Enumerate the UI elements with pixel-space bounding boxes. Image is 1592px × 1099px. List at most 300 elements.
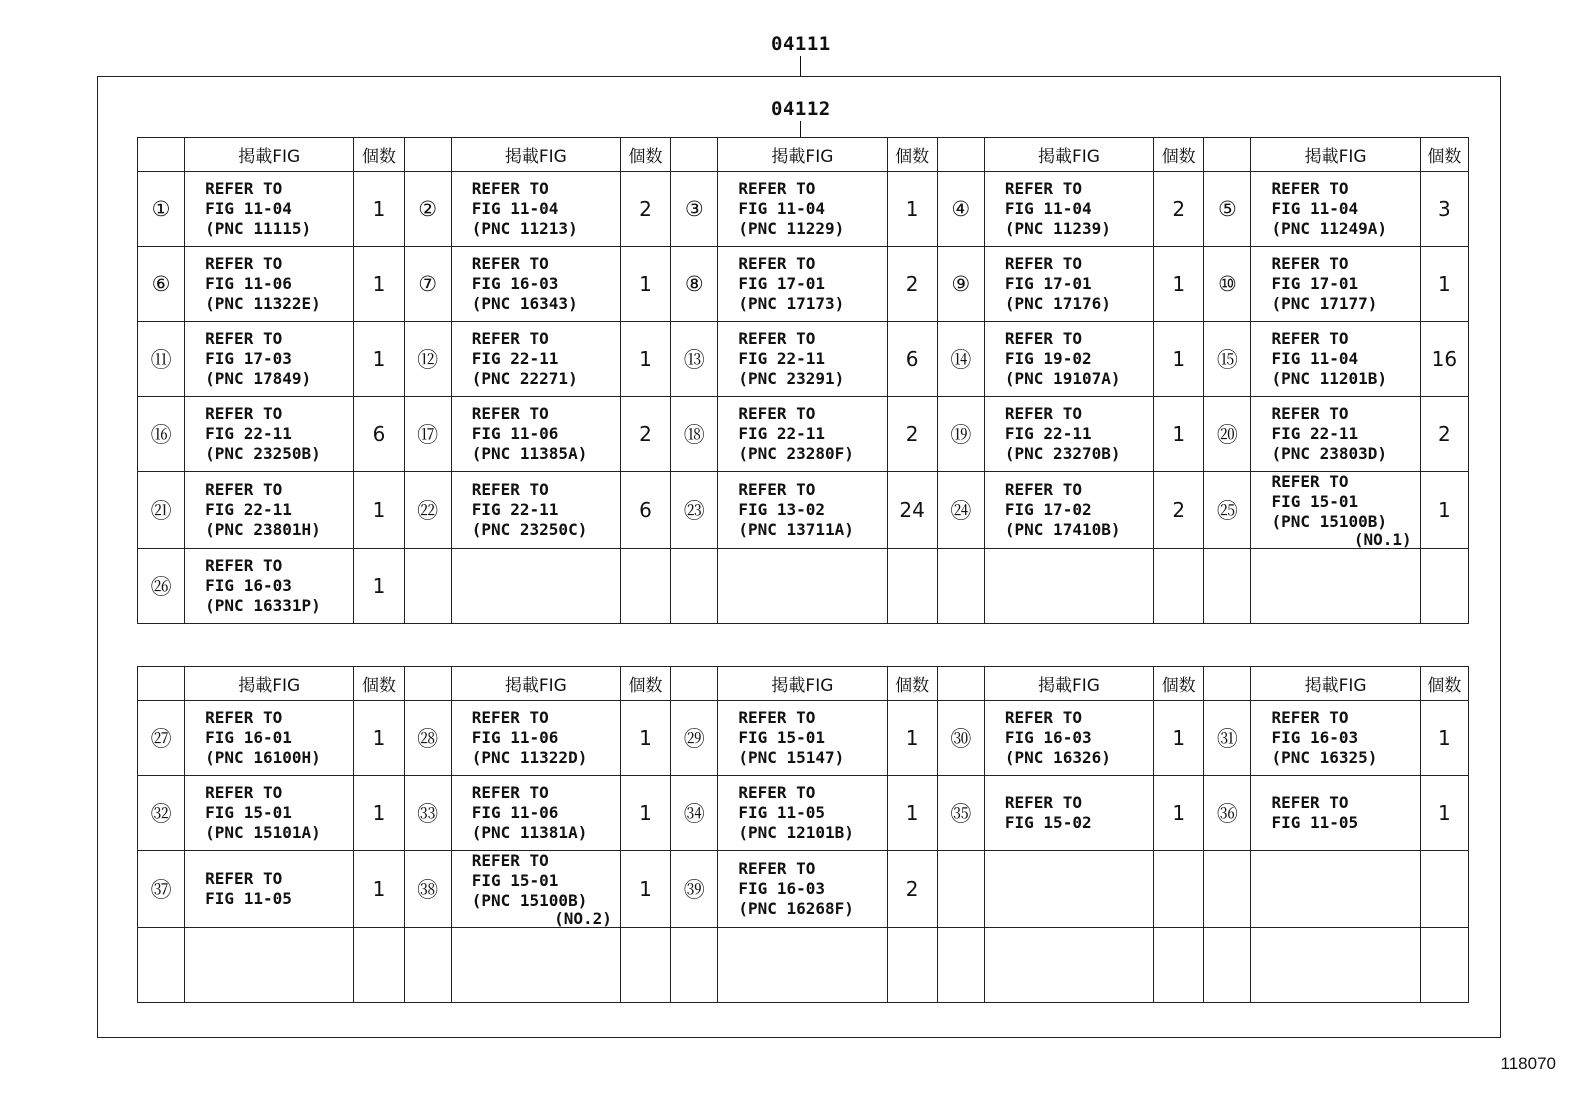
empty-cell — [1251, 549, 1420, 624]
reference-line3: (PNC 16326) — [1004, 748, 1111, 767]
reference-note: (NO.2) — [554, 909, 612, 928]
header-fig: 掲載FIG — [1251, 138, 1420, 172]
reference-line2: FIG 11-04 — [1004, 199, 1092, 218]
reference-cell — [1251, 397, 1420, 472]
assembly-label-outer: 04111 — [771, 33, 831, 55]
reference-line2: FIG 11-05 — [738, 803, 826, 822]
item-number: ㉘ — [404, 701, 451, 776]
reference-line3: (PNC 11239) — [1004, 219, 1111, 238]
reference-line1: REFER TO — [1004, 329, 1082, 348]
reference-line1: REFER TO — [1271, 254, 1349, 273]
header-qty: 個数 — [1420, 138, 1468, 172]
leader-line-inner — [800, 121, 801, 137]
reference-line3: (PNC 11201B) — [1271, 369, 1388, 388]
reference-line1: REFER TO — [738, 783, 816, 802]
header-qty: 個数 — [1154, 667, 1204, 701]
reference-line2: FIG 22-11 — [471, 349, 559, 368]
item-number: ⑮ — [1204, 322, 1251, 397]
reference-line3: (PNC 11249A) — [1271, 219, 1388, 238]
header-number-blank — [937, 667, 984, 701]
reference-line3: (PNC 17410B) — [1004, 520, 1121, 539]
reference-line2: FIG 15-02 — [1004, 813, 1092, 832]
reference-line1: REFER TO — [1271, 404, 1349, 423]
reference-line1: REFER TO — [205, 179, 283, 198]
empty-cell — [937, 928, 984, 1003]
header-fig: 掲載FIG — [185, 667, 354, 701]
reference-line3: (PNC 13711A) — [738, 520, 854, 539]
reference-line3: (PNC 11381A) — [471, 823, 588, 842]
quantity-cell: 3 — [1420, 172, 1468, 247]
figure-code: 118070 — [1500, 1054, 1556, 1073]
header-qty: 個数 — [354, 138, 404, 172]
reference-line2: FIG 13-02 — [738, 500, 826, 519]
quantity-cell: 1 — [1420, 472, 1468, 549]
item-number: ⑦ — [404, 247, 451, 322]
reference-cell — [718, 472, 887, 549]
item-number: ③ — [671, 172, 718, 247]
item-number: ⑰ — [404, 397, 451, 472]
reference-table-2 — [137, 666, 1469, 1003]
reference-line1: REFER TO — [1004, 480, 1082, 499]
item-number: ⑲ — [937, 397, 984, 472]
item-number: ㉔ — [937, 472, 984, 549]
header-fig: 掲載FIG — [1251, 667, 1420, 701]
reference-line1: REFER TO — [738, 708, 816, 727]
item-number: ⑫ — [404, 322, 451, 397]
empty-cell — [1204, 549, 1251, 624]
table-row — [138, 322, 1469, 397]
leader-line-outer — [800, 56, 801, 76]
quantity-cell: 1 — [354, 776, 404, 851]
quantity-cell: 1 — [354, 549, 404, 624]
reference-line3: (PNC 11322D) — [471, 748, 588, 767]
quantity-cell: 2 — [887, 247, 937, 322]
reference-cell — [718, 247, 887, 322]
reference-cell — [185, 549, 354, 624]
reference-cell — [718, 322, 887, 397]
reference-line3: (PNC 16268F) — [738, 899, 854, 918]
reference-line2: FIG 15-01 — [471, 871, 559, 890]
reference-line2: FIG 11-04 — [205, 199, 292, 218]
reference-cell — [984, 322, 1153, 397]
item-number: ⑩ — [1204, 247, 1251, 322]
empty-cell — [404, 549, 451, 624]
item-number: ㉟ — [937, 776, 984, 851]
reference-line1: REFER TO — [738, 859, 816, 878]
reference-line1: REFER TO — [1271, 708, 1349, 727]
reference-line3: (PNC 19107A) — [1004, 369, 1121, 388]
reference-table-1 — [137, 137, 1469, 624]
quantity-cell: 1 — [354, 247, 404, 322]
reference-line1: REFER TO — [471, 783, 549, 802]
empty-cell — [1420, 549, 1468, 624]
reference-line3: (PNC 17849) — [205, 369, 312, 388]
reference-line2: FIG 15-01 — [1271, 492, 1359, 511]
reference-cell — [984, 172, 1153, 247]
empty-cell — [1154, 928, 1204, 1003]
empty-cell — [1154, 851, 1204, 928]
empty-cell — [1420, 928, 1468, 1003]
item-number: ② — [404, 172, 451, 247]
reference-line3: (PNC 17176) — [1004, 294, 1111, 313]
item-number: ㉒ — [404, 472, 451, 549]
reference-line1: REFER TO — [738, 404, 816, 423]
quantity-cell: 2 — [620, 397, 670, 472]
reference-line3: (PNC 17173) — [738, 294, 845, 313]
table-row — [138, 928, 1469, 1003]
reference-line3: (PNC 16331P) — [205, 596, 321, 615]
empty-cell — [620, 549, 670, 624]
reference-line1: REFER TO — [1271, 329, 1349, 348]
reference-line1: REFER TO — [1271, 179, 1349, 198]
reference-cell — [185, 472, 354, 549]
empty-cell — [620, 928, 670, 1003]
quantity-cell: 1 — [887, 172, 937, 247]
quantity-cell: 2 — [1154, 472, 1204, 549]
reference-line2: FIG 17-01 — [1271, 274, 1359, 293]
reference-line3: (PNC 23801H) — [205, 520, 321, 539]
reference-line2: FIG 19-02 — [1004, 349, 1092, 368]
header-fig: 掲載FIG — [718, 667, 887, 701]
quantity-cell: 1 — [620, 322, 670, 397]
reference-cell — [984, 472, 1153, 549]
table-row — [138, 549, 1469, 624]
reference-line2: FIG 22-11 — [205, 500, 292, 519]
reference-line1: REFER TO — [1271, 472, 1349, 491]
header-qty: 個数 — [887, 667, 937, 701]
reference-cell — [185, 701, 354, 776]
reference-cell — [718, 701, 887, 776]
item-number: ㉓ — [671, 472, 718, 549]
empty-cell — [887, 928, 937, 1003]
reference-line2: FIG 11-05 — [205, 889, 292, 908]
header-number-blank — [671, 138, 718, 172]
empty-cell — [937, 549, 984, 624]
reference-line2: FIG 22-11 — [1004, 424, 1092, 443]
item-number: ㉙ — [671, 701, 718, 776]
reference-line1: REFER TO — [471, 254, 549, 273]
reference-cell — [185, 397, 354, 472]
reference-line1: REFER TO — [738, 329, 816, 348]
empty-cell — [451, 928, 620, 1003]
reference-line1: REFER TO — [205, 708, 283, 727]
reference-cell — [984, 701, 1153, 776]
reference-line3: (PNC 12101B) — [738, 823, 854, 842]
quantity-cell: 6 — [354, 397, 404, 472]
item-number: ⑧ — [671, 247, 718, 322]
reference-line2: FIG 15-01 — [738, 728, 826, 747]
item-number: ① — [138, 172, 185, 247]
quantity-cell: 1 — [354, 701, 404, 776]
reference-line1: REFER TO — [1004, 708, 1082, 727]
reference-cell — [451, 472, 620, 549]
item-number: ㉖ — [138, 549, 185, 624]
quantity-cell: 1 — [1420, 247, 1468, 322]
reference-line2: FIG 17-03 — [205, 349, 292, 368]
item-number: ⑤ — [1204, 172, 1251, 247]
table-row — [138, 472, 1469, 549]
item-number: ⑪ — [138, 322, 185, 397]
empty-cell — [671, 549, 718, 624]
reference-line3: (PNC 22271) — [471, 369, 578, 388]
reference-cell — [185, 851, 354, 928]
reference-cell — [984, 247, 1153, 322]
quantity-cell: 6 — [620, 472, 670, 549]
item-number: ⑥ — [138, 247, 185, 322]
reference-line2: FIG 17-01 — [738, 274, 826, 293]
reference-line2: FIG 22-11 — [1271, 424, 1359, 443]
empty-cell — [1204, 928, 1251, 1003]
item-number: ⑯ — [138, 397, 185, 472]
quantity-cell: 1 — [1154, 397, 1204, 472]
reference-line3: (PNC 15100B) — [471, 891, 588, 910]
empty-cell — [1204, 851, 1251, 928]
reference-cell — [451, 776, 620, 851]
empty-cell — [1251, 928, 1420, 1003]
item-number: ㊴ — [671, 851, 718, 928]
reference-line3: (PNC 23280F) — [738, 444, 854, 463]
reference-line1: REFER TO — [205, 404, 283, 423]
reference-line3: (PNC 15101A) — [205, 823, 321, 842]
reference-line2: FIG 16-01 — [205, 728, 292, 747]
item-number: ⑭ — [937, 322, 984, 397]
reference-cell — [451, 851, 620, 928]
reference-line1: REFER TO — [738, 179, 816, 198]
reference-line2: FIG 22-11 — [738, 349, 826, 368]
reference-line2: FIG 22-11 — [738, 424, 826, 443]
reference-line3: (PNC 11385A) — [471, 444, 588, 463]
quantity-cell: 2 — [887, 397, 937, 472]
reference-cell — [185, 776, 354, 851]
quantity-cell: 2 — [887, 851, 937, 928]
reference-cell — [1251, 172, 1420, 247]
reference-line3: (PNC 23250B) — [205, 444, 321, 463]
reference-cell — [718, 397, 887, 472]
header-number-blank — [937, 138, 984, 172]
item-number: ㉚ — [937, 701, 984, 776]
header-fig: 掲載FIG — [984, 667, 1153, 701]
item-number: ㊱ — [1204, 776, 1251, 851]
empty-cell — [937, 851, 984, 928]
header-number-blank — [404, 138, 451, 172]
quantity-cell: 24 — [887, 472, 937, 549]
assembly-label-inner: 04112 — [771, 98, 831, 120]
reference-line1: REFER TO — [1004, 793, 1082, 812]
item-number: ㉛ — [1204, 701, 1251, 776]
reference-cell — [1251, 322, 1420, 397]
reference-line1: REFER TO — [471, 708, 549, 727]
reference-line1: REFER TO — [471, 179, 549, 198]
header-qty: 個数 — [1154, 138, 1204, 172]
reference-line3: (PNC 11115) — [205, 219, 312, 238]
quantity-cell: 1 — [354, 851, 404, 928]
empty-cell — [404, 928, 451, 1003]
item-number: ⑬ — [671, 322, 718, 397]
reference-line1: REFER TO — [205, 254, 283, 273]
reference-cell — [718, 172, 887, 247]
quantity-cell: 1 — [354, 472, 404, 549]
quantity-cell: 1 — [620, 776, 670, 851]
header-fig: 掲載FIG — [185, 138, 354, 172]
reference-line2: FIG 11-06 — [471, 803, 559, 822]
item-number: ㉞ — [671, 776, 718, 851]
table-row — [138, 172, 1469, 247]
header-number-blank — [671, 667, 718, 701]
header-qty: 個数 — [354, 667, 404, 701]
item-number: ㉝ — [404, 776, 451, 851]
item-number: ㊳ — [404, 851, 451, 928]
empty-cell — [185, 928, 354, 1003]
table-row — [138, 776, 1469, 851]
reference-line3: (PNC 23270B) — [1004, 444, 1121, 463]
reference-cell — [984, 776, 1153, 851]
reference-line1: REFER TO — [205, 783, 283, 802]
header-qty: 個数 — [620, 138, 670, 172]
header-number-blank — [138, 138, 185, 172]
empty-cell — [671, 928, 718, 1003]
reference-line2: FIG 11-04 — [1271, 349, 1359, 368]
header-number-blank — [1204, 667, 1251, 701]
quantity-cell: 1 — [354, 322, 404, 397]
empty-cell — [354, 928, 404, 1003]
header-qty: 個数 — [620, 667, 670, 701]
quantity-cell: 1 — [887, 776, 937, 851]
table-row — [138, 397, 1469, 472]
empty-cell — [1154, 549, 1204, 624]
reference-line1: REFER TO — [471, 329, 549, 348]
reference-line3: (PNC 23291) — [738, 369, 845, 388]
item-number: ㉗ — [138, 701, 185, 776]
reference-line2: FIG 11-04 — [738, 199, 826, 218]
reference-cell — [451, 247, 620, 322]
reference-note: (NO.1) — [1353, 530, 1412, 549]
reference-line2: FIG 22-11 — [471, 500, 559, 519]
reference-cell — [451, 322, 620, 397]
empty-cell — [138, 928, 185, 1003]
reference-line2: FIG 16-03 — [471, 274, 559, 293]
reference-line3: (PNC 11229) — [738, 219, 845, 238]
reference-line3: (PNC 15100B) — [1271, 512, 1388, 531]
quantity-cell: 6 — [887, 322, 937, 397]
reference-line3: (PNC 11322E) — [205, 294, 321, 313]
table-header-row — [138, 138, 1469, 172]
reference-line3: (PNC 16100H) — [205, 748, 321, 767]
quantity-cell: 16 — [1420, 322, 1468, 397]
reference-line2: FIG 11-06 — [471, 424, 559, 443]
header-fig: 掲載FIG — [451, 667, 620, 701]
empty-cell — [1251, 851, 1420, 928]
table-header-row — [138, 667, 1469, 701]
quantity-cell: 2 — [620, 172, 670, 247]
quantity-cell: 1 — [620, 851, 670, 928]
quantity-cell: 1 — [887, 701, 937, 776]
reference-cell — [1251, 701, 1420, 776]
header-qty: 個数 — [887, 138, 937, 172]
reference-cell — [185, 322, 354, 397]
empty-cell — [1420, 851, 1468, 928]
empty-cell — [451, 549, 620, 624]
header-number-blank — [404, 667, 451, 701]
item-number: ④ — [937, 172, 984, 247]
quantity-cell: 1 — [1420, 776, 1468, 851]
reference-line2: FIG 16-03 — [205, 576, 292, 595]
reference-line3: (PNC 17177) — [1271, 294, 1378, 313]
reference-line2: FIG 11-06 — [205, 274, 292, 293]
reference-line1: REFER TO — [205, 480, 283, 499]
reference-line1: REFER TO — [471, 404, 549, 423]
quantity-cell: 2 — [1420, 397, 1468, 472]
header-fig: 掲載FIG — [984, 138, 1153, 172]
item-number: ㊲ — [138, 851, 185, 928]
reference-cell — [451, 397, 620, 472]
reference-cell — [451, 701, 620, 776]
table-row — [138, 851, 1469, 928]
reference-cell — [718, 851, 887, 928]
reference-line1: REFER TO — [1004, 404, 1082, 423]
empty-cell — [984, 549, 1153, 624]
item-number: ㉜ — [138, 776, 185, 851]
reference-line1: REFER TO — [738, 254, 816, 273]
quantity-cell: 1 — [620, 701, 670, 776]
reference-line3: (PNC 23803D) — [1271, 444, 1388, 463]
empty-cell — [718, 549, 887, 624]
reference-line1: REFER TO — [1271, 793, 1349, 812]
table-row — [138, 247, 1469, 322]
header-fig: 掲載FIG — [451, 138, 620, 172]
header-fig: 掲載FIG — [718, 138, 887, 172]
header-number-blank — [1204, 138, 1251, 172]
empty-cell — [984, 928, 1153, 1003]
reference-line2: FIG 11-04 — [471, 199, 559, 218]
reference-line1: REFER TO — [471, 480, 549, 499]
reference-line2: FIG 16-03 — [1004, 728, 1092, 747]
reference-line1: REFER TO — [1004, 254, 1082, 273]
header-number-blank — [138, 667, 185, 701]
item-number: ㉕ — [1204, 472, 1251, 549]
item-number: ㉑ — [138, 472, 185, 549]
reference-cell — [718, 776, 887, 851]
reference-line3: (PNC 16343) — [471, 294, 578, 313]
reference-line2: FIG 16-03 — [738, 879, 826, 898]
reference-line1: REFER TO — [1004, 179, 1082, 198]
reference-line1: REFER TO — [205, 556, 283, 575]
reference-line1: REFER TO — [471, 851, 549, 870]
reference-cell — [185, 247, 354, 322]
reference-cell — [451, 172, 620, 247]
reference-line2: FIG 16-03 — [1271, 728, 1359, 747]
reference-cell — [1251, 776, 1420, 851]
empty-cell — [887, 549, 937, 624]
header-qty: 個数 — [1420, 667, 1468, 701]
reference-cell — [1251, 472, 1420, 549]
quantity-cell: 1 — [1154, 247, 1204, 322]
empty-cell — [718, 928, 887, 1003]
reference-cell — [984, 397, 1153, 472]
reference-line3: (PNC 15147) — [738, 748, 845, 767]
reference-line3: (PNC 16325) — [1271, 748, 1378, 767]
reference-cell — [185, 172, 354, 247]
reference-line3: (PNC 23250C) — [471, 520, 588, 539]
reference-line1: REFER TO — [738, 480, 816, 499]
reference-line2: FIG 22-11 — [205, 424, 292, 443]
reference-line2: FIG 11-06 — [471, 728, 559, 747]
reference-line3: (PNC 11213) — [471, 219, 578, 238]
reference-cell — [1251, 247, 1420, 322]
reference-line2: FIG 15-01 — [205, 803, 292, 822]
reference-line2: FIG 17-01 — [1004, 274, 1092, 293]
quantity-cell: 1 — [354, 172, 404, 247]
item-number: ⑨ — [937, 247, 984, 322]
